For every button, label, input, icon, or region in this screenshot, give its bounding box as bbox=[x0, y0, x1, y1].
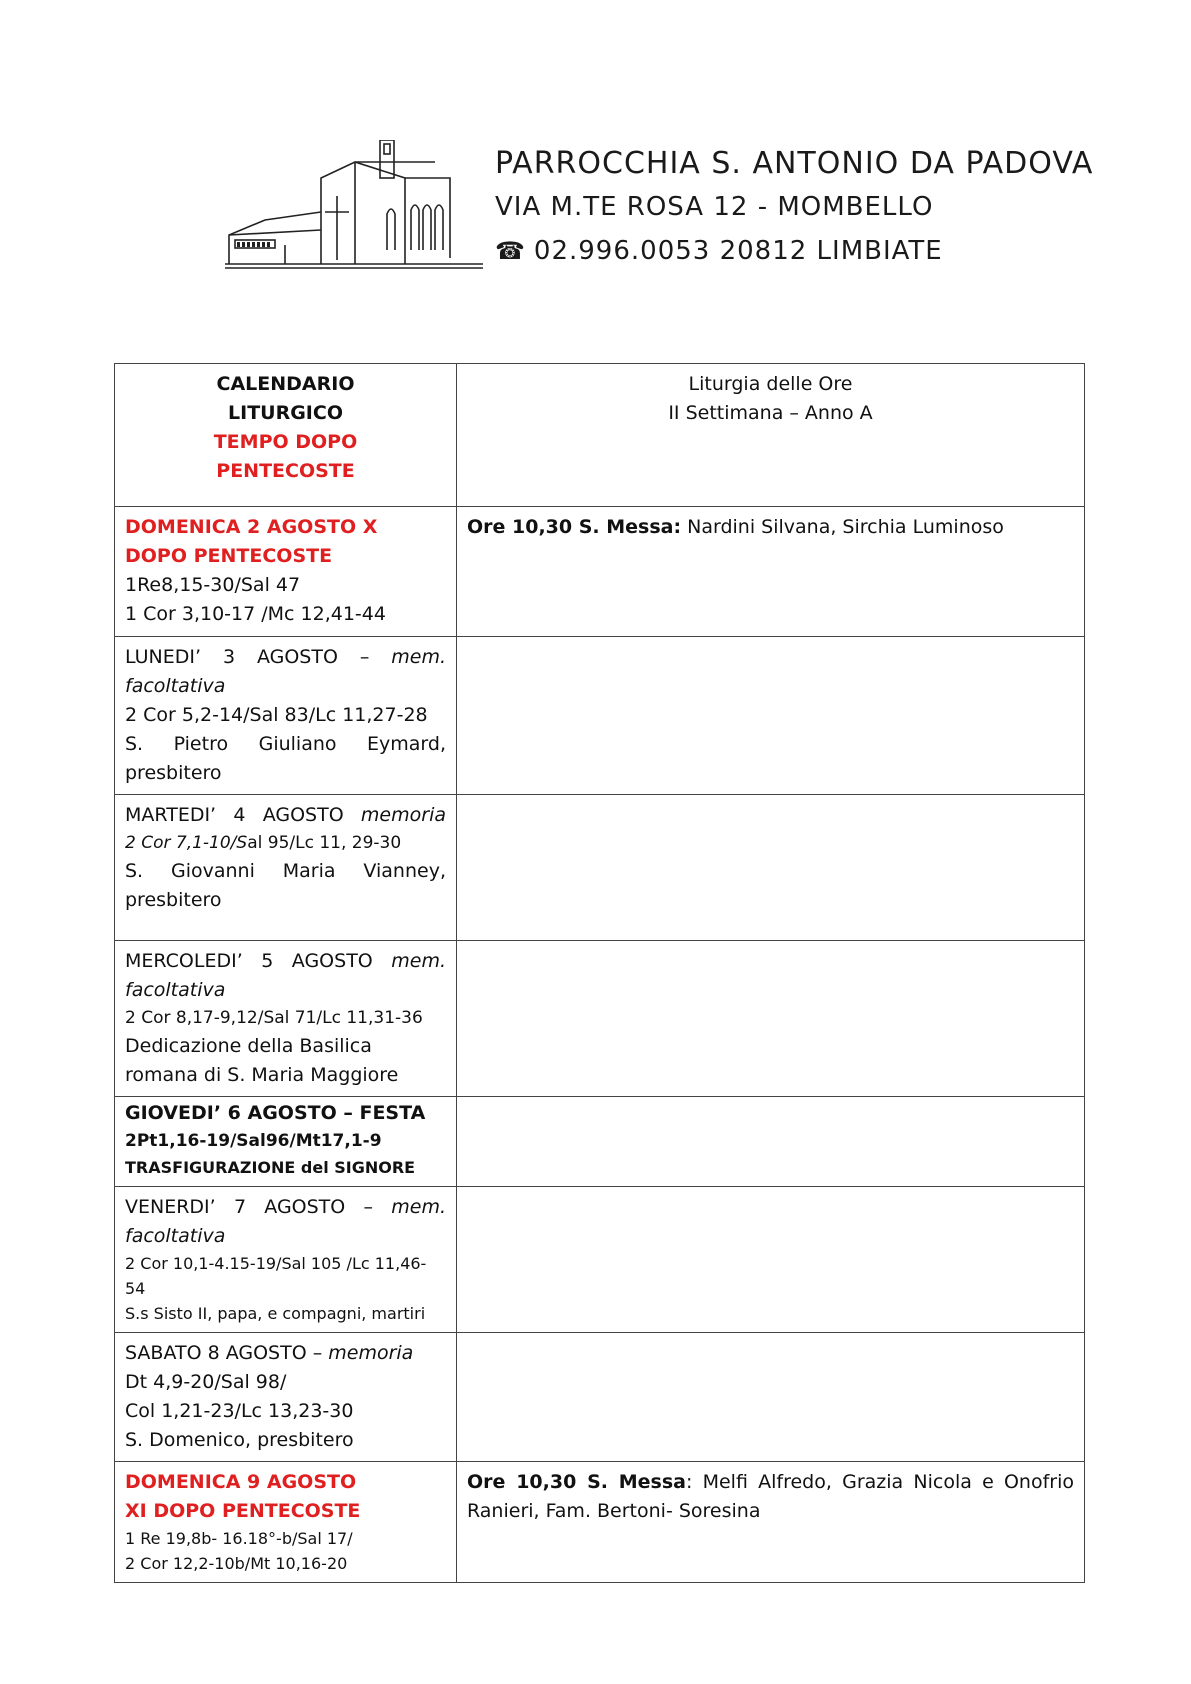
parish-phone: 02.996.0053 20812 LIMBIATE bbox=[533, 236, 943, 266]
day-title bbox=[125, 947, 446, 976]
table-row bbox=[115, 1097, 1085, 1187]
week-year-label: II Settimana – Anno A bbox=[668, 402, 873, 424]
day-title bbox=[125, 643, 446, 672]
saint-name: S. Domenico, presbitero bbox=[125, 1429, 354, 1451]
day-title: XI DOPO PENTECOSTE bbox=[125, 1500, 361, 1522]
table-row bbox=[115, 1187, 1085, 1333]
mass-intentions-cell bbox=[457, 941, 1085, 1097]
calendar-title-cell bbox=[115, 364, 457, 507]
day-title: DOMENICA 9 AGOSTO bbox=[125, 1471, 357, 1493]
celebration-type: facoltativa bbox=[125, 675, 226, 697]
table-row bbox=[115, 637, 1085, 795]
readings: 2 Cor 8,17-9,12/Sal 71/Lc 11,31-36 bbox=[125, 1008, 423, 1028]
liturgy-hours-cell bbox=[457, 364, 1085, 507]
table-row bbox=[115, 795, 1085, 941]
mass-intentions-cell bbox=[457, 1333, 1085, 1462]
saint-name: S.s Sisto II, papa, e compagni, martiri bbox=[125, 1304, 426, 1323]
celebration-type: memoria bbox=[360, 804, 446, 826]
saint-title: presbitero bbox=[125, 762, 222, 784]
parish-name: PARROCCHIA S. ANTONIO DA PADOVA bbox=[495, 146, 1094, 181]
day-title bbox=[125, 801, 446, 830]
mass-intentions-cell bbox=[457, 507, 1085, 637]
celebration-name: TRASFIGURAZIONE del SIGNORE bbox=[125, 1158, 416, 1177]
mass-intentions: Nardini Silvana, Sirchia Luminoso bbox=[681, 516, 1004, 538]
readings: 2 Cor 5,2-14/Sal 83/Lc 11,27-28 bbox=[125, 704, 428, 726]
mass-intentions-cell bbox=[457, 1097, 1085, 1187]
season-title-line: TEMPO DOPO bbox=[213, 431, 358, 453]
day-label: LUNEDI’ 3 AGOSTO – bbox=[125, 646, 370, 668]
day-cell bbox=[115, 941, 457, 1097]
day-label: VENERDI’ 7 AGOSTO – bbox=[125, 1196, 373, 1218]
season-title-line: PENTECOSTE bbox=[216, 460, 355, 482]
liturgy-hours-title: Liturgia delle Ore bbox=[688, 373, 853, 395]
mass-intentions-cell bbox=[457, 1462, 1085, 1583]
day-title: DOPO PENTECOSTE bbox=[125, 545, 333, 567]
table-row bbox=[115, 1333, 1085, 1462]
calendar-title-line: CALENDARIO bbox=[216, 373, 355, 395]
celebration-name: romana di S. Maria Maggiore bbox=[125, 1064, 399, 1086]
readings: Col 1,21-23/Lc 13,23-30 bbox=[125, 1400, 354, 1422]
readings bbox=[125, 830, 446, 857]
letterhead bbox=[225, 140, 1094, 280]
readings: Dt 4,9-20/Sal 98/ bbox=[125, 1371, 287, 1393]
day-cell bbox=[115, 1187, 457, 1333]
mass-intentions-cell bbox=[457, 637, 1085, 795]
table-row bbox=[115, 941, 1085, 1097]
readings-rest: al 95/Lc 11, 29-30 bbox=[247, 833, 402, 853]
celebration-name: Dedicazione della Basilica bbox=[125, 1035, 372, 1057]
day-label: MARTEDI’ 4 AGOSTO bbox=[125, 804, 344, 826]
telephone-icon: ☎ bbox=[495, 237, 526, 265]
readings: 2 Cor 10,1-4.15-19/Sal 105 /Lc 11,46-54 bbox=[125, 1254, 427, 1298]
day-cell bbox=[115, 1333, 457, 1462]
parish-contact bbox=[495, 236, 943, 266]
day-label: MERCOLEDI’ 5 AGOSTO bbox=[125, 950, 373, 972]
calendar-title-line: LITURGICO bbox=[228, 402, 343, 424]
day-cell bbox=[115, 1097, 457, 1187]
mass-time: Ore 10,30 S. Messa: bbox=[467, 516, 682, 538]
day-cell bbox=[115, 637, 457, 795]
day-cell bbox=[115, 507, 457, 637]
readings-italic: 2 Cor 7,1-10/S bbox=[125, 833, 248, 853]
celebration-type: mem. bbox=[391, 1196, 446, 1218]
day-title bbox=[125, 1339, 446, 1368]
celebration-type: mem. bbox=[391, 950, 446, 972]
saint-name: S. Pietro Giuliano Eymard, bbox=[125, 733, 446, 755]
mass-intentions-cell bbox=[457, 795, 1085, 941]
readings: 2Pt1,16-19/Sal96/Mt17,1-9 bbox=[125, 1131, 382, 1151]
day-title: DOMENICA 2 AGOSTO X bbox=[125, 516, 378, 538]
mass-time: Ore 10,30 S. Messa bbox=[467, 1471, 686, 1493]
day-title: GIOVEDI’ 6 AGOSTO – FESTA bbox=[125, 1102, 426, 1124]
readings: 1 Re 19,8b- 16.18°-b/Sal 17/ bbox=[125, 1529, 353, 1548]
day-cell bbox=[115, 1462, 457, 1583]
celebration-type: facoltativa bbox=[125, 979, 226, 1001]
saint-name: S. Giovanni Maria Vianney, bbox=[125, 860, 446, 882]
readings: 2 Cor 12,2-10b/Mt 10,16-20 bbox=[125, 1554, 348, 1573]
saint-title: presbitero bbox=[125, 889, 222, 911]
table-row bbox=[115, 507, 1085, 637]
church-logo bbox=[225, 140, 485, 270]
readings: 1 Cor 3,10-17 /Mc 12,41-44 bbox=[125, 603, 386, 625]
day-cell bbox=[115, 795, 457, 941]
day-title bbox=[125, 1193, 446, 1222]
parish-address: VIA M.TE ROSA 12 - MOMBELLO bbox=[495, 192, 934, 222]
readings: 1Re8,15-30/Sal 47 bbox=[125, 574, 301, 596]
celebration-type: mem. bbox=[391, 646, 446, 668]
liturgical-calendar-table bbox=[114, 363, 1085, 1583]
celebration-type: memoria bbox=[328, 1342, 414, 1364]
mass-intentions-cell bbox=[457, 1187, 1085, 1333]
mass-intentions: : Melfi Alfredo, Grazia Nicola e Onofrio Ranieri, Fam. Bertoni- Soresina bbox=[467, 1471, 1074, 1522]
table-header-row bbox=[115, 364, 1085, 507]
day-label: SABATO 8 AGOSTO – bbox=[125, 1342, 323, 1364]
table-row bbox=[115, 1462, 1085, 1583]
celebration-type: facoltativa bbox=[125, 1225, 226, 1247]
